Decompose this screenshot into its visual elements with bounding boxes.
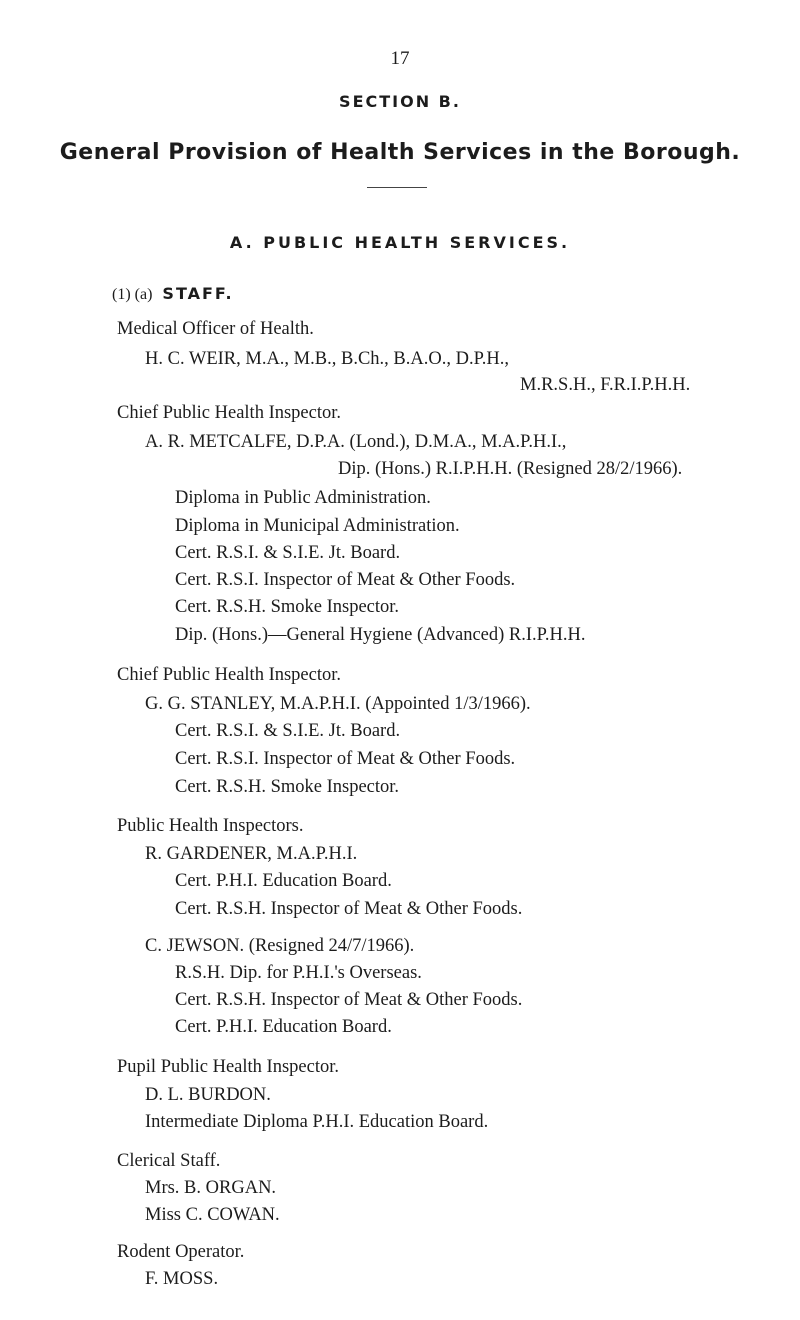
qualification: R.S.H. Dip. for P.H.I.'s Overseas. [175,963,422,983]
role-heading: Chief Public Health Inspector. [117,665,342,685]
staff-name: Mrs. B. ORGAN. [145,1178,277,1198]
section-label: SECTION B. [339,92,461,111]
staff-name: H. C. WEIR, M.A., M.B., B.Ch., B.A.O., D.P.H., [145,349,510,369]
qualification: Cert. R.S.H. Smoke Inspector. [175,777,400,797]
qualification: Diploma in Public Administration. [175,488,431,508]
role-heading: Chief Public Health Inspector. [117,403,342,423]
staff-name: A. R. METCALFE, D.P.A. (Lond.), D.M.A., M.A.P.H.I., [145,432,567,452]
qualification: Cert. R.S.H. Inspector of Meat & Other Foods. [175,899,523,919]
staff-name: C. JEWSON. (Resigned 24/7/1966). [145,936,415,956]
staff-heading-label: STAFF. [162,284,234,303]
staff-heading [112,284,234,304]
title-divider [367,187,427,188]
qualification: Cert. R.S.I. Inspector of Meat & Other Foods. [175,749,516,769]
staff-name: D. L. BURDON. [145,1085,271,1105]
staff-name: Miss C. COWAN. [145,1205,280,1225]
qualification: Cert. R.S.H. Smoke Inspector. [175,597,400,617]
page-title: General Provision of Health Services in the Borough. [59,140,741,165]
page-number: 17 [390,48,410,69]
role-heading: Clerical Staff. [117,1151,221,1171]
qualification: Cert. P.H.I. Education Board. [175,871,392,891]
qualification: Cert. R.S.H. Inspector of Meat & Other Foods. [175,990,523,1010]
qualification: Cert. R.S.I. Inspector of Meat & Other Foods. [175,570,516,590]
qualification: Cert. P.H.I. Education Board. [175,1017,392,1037]
qualification: Dip. (Hons.) R.I.P.H.H. (Resigned 28/2/1966). [338,459,683,479]
role-heading: Public Health Inspectors. [117,816,304,836]
role-heading: Pupil Public Health Inspector. [117,1057,339,1077]
qualification: Cert. R.S.I. & S.I.E. Jt. Board. [175,543,401,563]
staff-heading-prefix: (1) (a) [112,286,153,303]
qualification: Dip. (Hons.)—General Hygiene (Advanced) R.I.P.H.H. [175,625,586,645]
qualification: Cert. R.S.I. & S.I.E. Jt. Board. [175,721,401,741]
role-heading: Medical Officer of Health. [117,319,314,339]
qualification: M.R.S.H., F.R.I.P.H.H. [520,375,691,395]
qualification: Diploma in Municipal Administration. [175,516,460,536]
staff-name: G. G. STANLEY, M.A.P.H.I. (Appointed 1/3/1966). [145,694,531,714]
qualification: Intermediate Diploma P.H.I. Education Board. [145,1112,489,1132]
role-heading: Rodent Operator. [117,1242,245,1262]
staff-name: R. GARDENER, M.A.P.H.I. [145,844,358,864]
staff-name: F. MOSS. [145,1269,219,1289]
subsection-title: A. PUBLIC HEALTH SERVICES. [229,233,571,252]
